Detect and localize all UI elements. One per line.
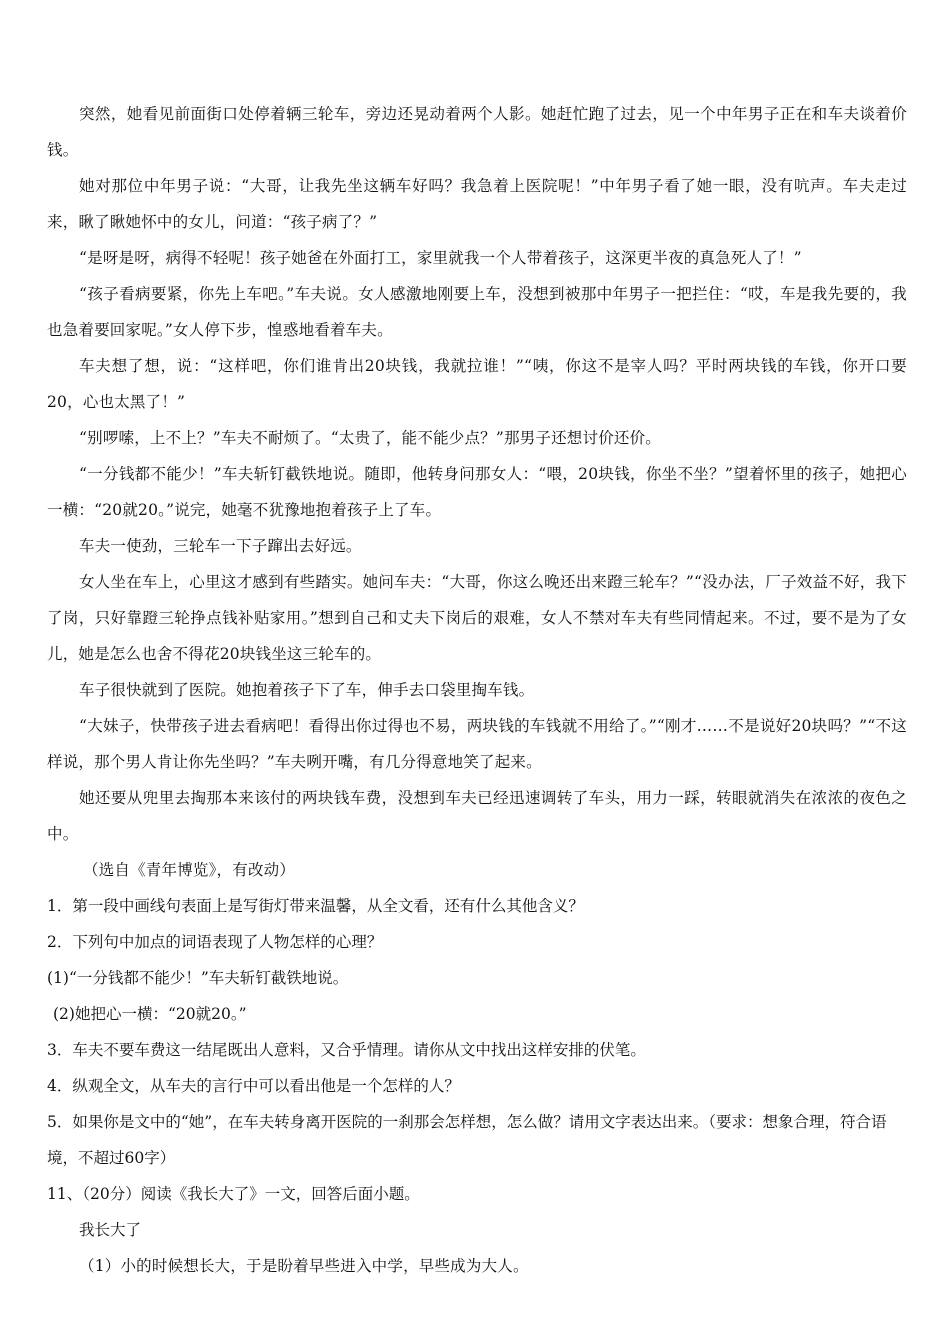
question-5: 5．如果你是文中的“她”，在车夫转身离开医院的一刹那会怎样想，怎么做？请用文字表达出来。（要求：想象合理，符合语境，不超过60字）: [47, 1113, 887, 1167]
question-4: 4．纵观全文，从车夫的言行中可以看出他是一个怎样的人？: [47, 1077, 460, 1095]
story-paragraph-8: 车夫一使劲，三轮车一下子蹿出去好远。: [79, 537, 362, 555]
question-2-item-1: (1)“一分钱都不能少！”车夫斩钉截铁地说。: [47, 969, 349, 987]
story-paragraph-2: 她对那位中年男子说：“大哥，让我先坐这辆车好吗？我急着上医院呢！”中年男子看了她一眼，没有吭声。车夫走过来，瞅了瞅她怀中的女儿，问道：“孩子病了？”: [47, 177, 907, 231]
story-paragraph-3: “是呀是呀，病得不轻呢！孩子她爸在外面打工，家里就我一个人带着孩子，这深更半夜的真急死人了！”: [79, 249, 802, 267]
question-2-item-2: (2)她把心一横：“20就20。”: [53, 1005, 247, 1023]
story-paragraph-6: “别啰嗦，上不上？”车夫不耐烦了。“太贵了，能不能少点？”那男子还想讨价还价。: [79, 429, 661, 447]
story-source: （选自《青年博览》，有改动）: [83, 861, 296, 879]
section-11-title: 我长大了: [79, 1221, 142, 1239]
story-paragraph-7: “一分钱都不能少！”车夫斩钉截铁地说。随即，他转身问那女人：“喂，20块钱，你坐不坐？”望着怀里的孩子，她把心一横：“20就20。”说完，她毫不犹豫地抱着孩子上了车。: [47, 465, 907, 519]
document-content: [47, 96, 907, 1284]
story-paragraph-10: 车子很快就到了医院。她抱着孩子下了车，伸手去口袋里掏车钱。: [79, 681, 535, 699]
story-paragraph-5: 车夫想了想，说：“这样吧，你们谁肯出20块钱，我就拉谁！”“咦，你这不是宰人吗？平时两块钱的车钱，你开口要20，心也太黑了！”: [47, 357, 907, 411]
story-paragraph-4: “孩子看病要紧，你先上车吧。”车夫说。女人感激地刚要上车，没想到被那中年男子一把拦住：“哎，车是我先要的，我也急着要回家呢。”女人停下步，惶惑地看着车夫。: [47, 285, 907, 339]
story-paragraph-11: “大妹子，快带孩子进去看病吧！看得出你过得也不易，两块钱的车钱就不用给了。”“刚才……不是说好20块吗？”“不这样说，那个男人肯让你先坐吗？”车夫咧开嘴，有几分得意地笑了起来。: [47, 717, 907, 771]
story-paragraph-12: 她还要从兜里去掏那本来该付的两块钱车费，没想到车夫已经迅速调转了车头，用力一踩，转眼就消失在浓浓的夜色之中。: [47, 789, 907, 843]
question-1: 1．第一段中画线句表面上是写街灯带来温馨，从全文看，还有什么其他含义？: [47, 897, 584, 915]
story-paragraph-1: 突然，她看见前面街口处停着辆三轮车，旁边还晃动着两个人影。她赶忙跑了过去，见一个中年男子正在和车夫谈着价钱。: [47, 105, 907, 159]
section-11-paragraph-1: （1）小的时候想长大，于是盼着早些进入中学，早些成为大人。: [79, 1257, 529, 1275]
story-paragraph-9: 女人坐在车上，心里这才感到有些踏实。她问车夫：“大哥，你这么晚还出来蹬三轮车？”“没办法，厂子效益不好，我下了岗，只好靠蹬三轮挣点钱补贴家用。”想到自己和丈夫下岗后的艰难，女人不禁对车夫有些同情起来。不过，要不是为了女儿，她是怎么也舍不得花20块钱坐这三轮车的。: [47, 573, 907, 663]
question-3: 3．车夫不要车费这一结尾既出人意料，又合乎情理。请你从文中找出这样安排的伏笔。: [47, 1041, 646, 1059]
section-11-intro: 11、（20分）阅读《我长大了》一文，回答后面小题。: [47, 1185, 420, 1203]
question-2: 2．下列句中加点的词语表现了人物怎样的心理？: [47, 933, 383, 951]
